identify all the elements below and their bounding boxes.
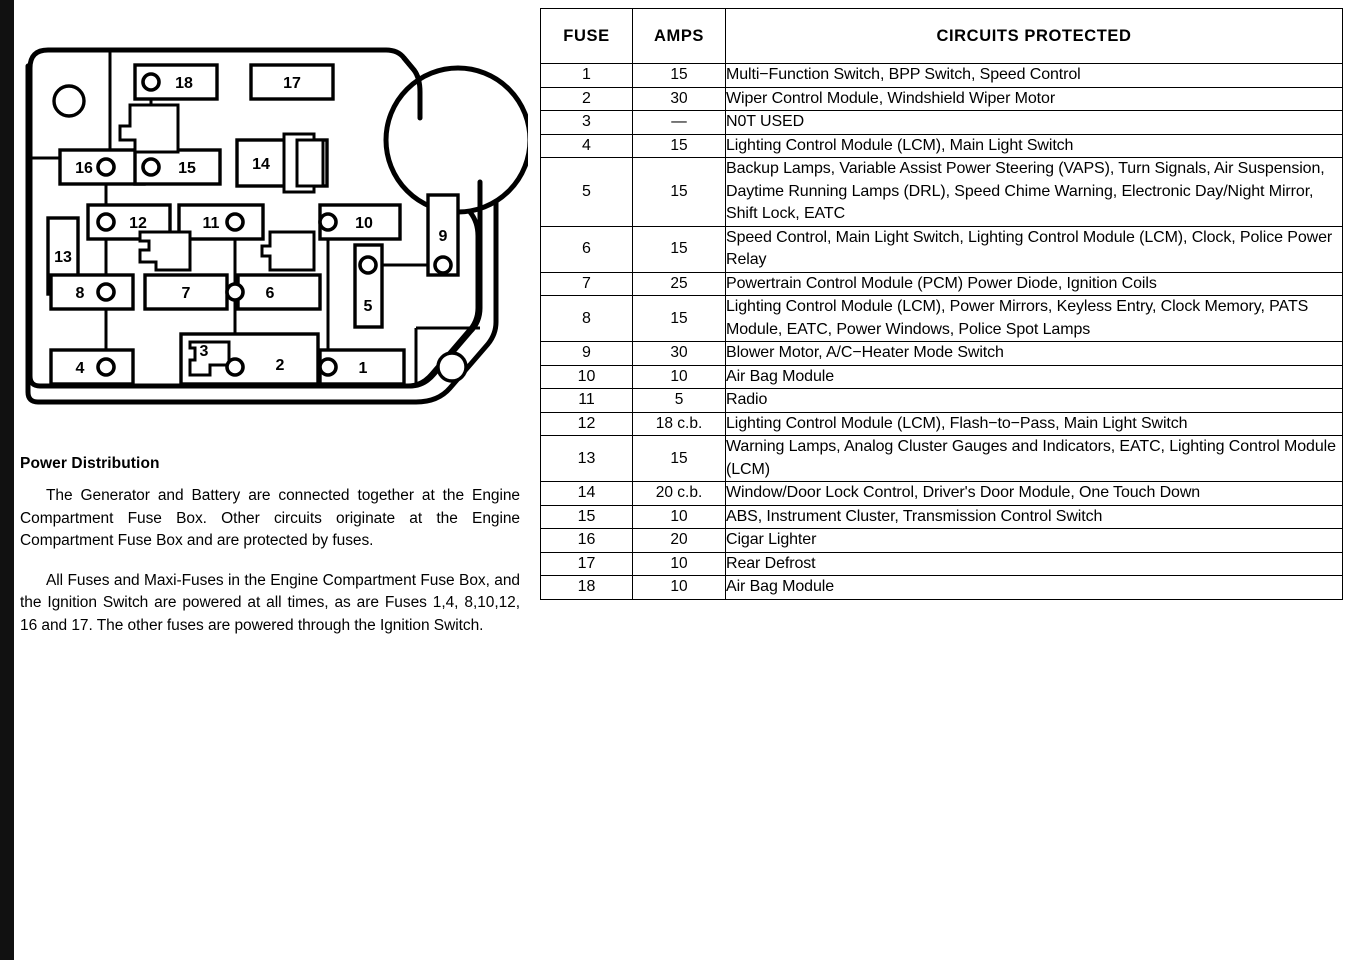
cell-circuits-protected: Powertrain Control Module (PCM) Power Diode, Ignition Coils: [726, 272, 1343, 296]
mounting-hole-top-left: [54, 86, 84, 116]
section-heading: Power Distribution: [20, 455, 160, 472]
cell-circuits-protected: Wiper Control Module, Windshield Wiper Motor: [726, 87, 1343, 111]
table-row: [541, 226, 1343, 272]
cell-fuse-number: 6: [541, 226, 633, 272]
cell-amps: —: [633, 111, 726, 135]
cell-circuits-protected: Multi−Function Switch, BPP Switch, Speed Control: [726, 64, 1343, 88]
table-row: [541, 529, 1343, 553]
cell-circuits-protected: Air Bag Module: [726, 576, 1343, 600]
cell-fuse-number: 12: [541, 412, 633, 436]
cell-amps: 15: [633, 436, 726, 482]
fuse-label-13: 13: [54, 249, 72, 266]
paragraph-2: All Fuses and Maxi-Fuses in the Engine Compartment Fuse Box, and the Ignition Switch are powered at all times, as are Fuses 1,4, 8,10,12, 16 and 17. The other fuses are powered through the Ignition Switch.: [20, 571, 520, 634]
fuse-label-10: 10: [355, 215, 373, 232]
cell-fuse-number: 2: [541, 87, 633, 111]
cell-circuits-protected: Warning Lamps, Analog Cluster Gauges and Indicators, EATC, Lighting Control Module (LCM): [726, 436, 1343, 482]
cell-fuse-number: 17: [541, 552, 633, 576]
cell-amps: 18 c.b.: [633, 412, 726, 436]
cell-fuse-number: 14: [541, 482, 633, 506]
cell-fuse-number: 16: [541, 529, 633, 553]
cell-circuits-protected: Cigar Lighter: [726, 529, 1343, 553]
fuse-label-15: 15: [178, 160, 196, 177]
cell-amps: 30: [633, 342, 726, 366]
table-row: [541, 296, 1343, 342]
cell-amps: 10: [633, 505, 726, 529]
cell-fuse-number: 8: [541, 296, 633, 342]
fuse-table: [540, 8, 1343, 600]
fuse-label-7: 7: [181, 285, 191, 302]
table-row: [541, 365, 1343, 389]
cell-amps: 10: [633, 576, 726, 600]
table-header-row: [541, 9, 1343, 64]
fuse-label-9: 9: [438, 228, 448, 245]
fuse-slot-6: [238, 275, 320, 309]
column-header-amps: AMPS: [633, 9, 726, 64]
fuse-label-14: 14: [252, 156, 270, 173]
fuse-label-4: 4: [75, 360, 85, 377]
relay-block-center-right: [262, 232, 314, 270]
cell-circuits-protected: Lighting Control Module (LCM), Power Mirrors, Keyless Entry, Clock Memory, PATS Module, EATC, Power Windows, Police Spot Lamps: [726, 296, 1343, 342]
cell-fuse-number: 3: [541, 111, 633, 135]
cell-amps: 30: [633, 87, 726, 111]
fuse-slot-4: [51, 350, 133, 384]
fuse-label-11: 11: [202, 215, 220, 232]
table-row: [541, 482, 1343, 506]
fuse-box-diagram: [18, 22, 528, 412]
cell-circuits-protected: Lighting Control Module (LCM), Main Light Switch: [726, 134, 1343, 158]
cell-amps: 15: [633, 64, 726, 88]
fuse-label-16: 16: [75, 160, 93, 177]
table-row: [541, 342, 1343, 366]
table-row: [541, 64, 1343, 88]
table-row: [541, 576, 1343, 600]
cell-fuse-number: 4: [541, 134, 633, 158]
cell-circuits-protected: Window/Door Lock Control, Driver's Door Module, One Touch Down: [726, 482, 1343, 506]
cell-fuse-number: 10: [541, 365, 633, 389]
cell-circuits-protected: Blower Motor, A/C−Heater Mode Switch: [726, 342, 1343, 366]
fuse-table-container: [540, 8, 1342, 600]
cell-amps: 20: [633, 529, 726, 553]
cell-circuits-protected: N0T USED: [726, 111, 1343, 135]
fuse-label-17: 17: [283, 75, 301, 92]
paragraph-1: The Generator and Battery are connected together at the Engine Compartment Fuse Box. Other circuits originate at the Engine Compartment Fuse Box and are protected by fuses.: [20, 487, 520, 549]
table-row: [541, 552, 1343, 576]
cell-fuse-number: 5: [541, 158, 633, 227]
fuse-label-12: 12: [129, 215, 147, 232]
fuse-label-5: 5: [363, 298, 373, 315]
cell-fuse-number: 11: [541, 389, 633, 413]
cell-circuits-protected: ABS, Instrument Cluster, Transmission Control Switch: [726, 505, 1343, 529]
scan-edge-artifact: [0, 0, 14, 960]
fuse-label-1: 1: [358, 360, 368, 377]
cell-circuits-protected: Rear Defrost: [726, 552, 1343, 576]
column-header-fuse: FUSE: [541, 9, 633, 64]
cell-fuse-number: 9: [541, 342, 633, 366]
table-row: [541, 389, 1343, 413]
column-header-circuits: CIRCUITS PROTECTED: [726, 9, 1343, 64]
fuse-label-6: 6: [265, 285, 275, 302]
cell-circuits-protected: Backup Lamps, Variable Assist Power Steering (VAPS), Turn Signals, Air Suspension, Daytime Running Lamps (DRL), Speed Chime Warning, Electronic Day/Night Mirror, Shift Lock, EATC: [726, 158, 1343, 227]
fuse-slot-8: [51, 275, 133, 309]
table-row: [541, 412, 1343, 436]
table-row: [541, 87, 1343, 111]
fuse-slot-11: [179, 205, 263, 239]
table-row: [541, 111, 1343, 135]
cell-amps: 15: [633, 134, 726, 158]
table-row: [541, 436, 1343, 482]
fuse-label-3: 3: [199, 343, 209, 360]
cell-amps: 25: [633, 272, 726, 296]
cell-amps: 20 c.b.: [633, 482, 726, 506]
fuse-label-2: 2: [275, 357, 285, 374]
cell-circuits-protected: Radio: [726, 389, 1343, 413]
table-row: [541, 158, 1343, 227]
fuse-label-8: 8: [75, 285, 85, 302]
cell-amps: 5: [633, 389, 726, 413]
cell-amps: 10: [633, 552, 726, 576]
cell-circuits-protected: Air Bag Module: [726, 365, 1343, 389]
cell-circuits-protected: Lighting Control Module (LCM), Flash−to−Pass, Main Light Switch: [726, 412, 1343, 436]
power-distribution-section: [20, 455, 520, 637]
mounting-hole-bottom-right: [438, 353, 466, 381]
cell-amps: 15: [633, 296, 726, 342]
cell-amps: 15: [633, 226, 726, 272]
cell-fuse-number: 18: [541, 576, 633, 600]
table-row: [541, 505, 1343, 529]
cell-fuse-number: 13: [541, 436, 633, 482]
fuse-label-18: 18: [175, 75, 193, 92]
cell-circuits-protected: Speed Control, Main Light Switch, Lighting Control Module (LCM), Clock, Police Power Relay: [726, 226, 1343, 272]
cell-fuse-number: 1: [541, 64, 633, 88]
cell-amps: 10: [633, 365, 726, 389]
table-row: [541, 272, 1343, 296]
table-row: [541, 134, 1343, 158]
cell-fuse-number: 15: [541, 505, 633, 529]
cell-amps: 15: [633, 158, 726, 227]
cell-fuse-number: 7: [541, 272, 633, 296]
